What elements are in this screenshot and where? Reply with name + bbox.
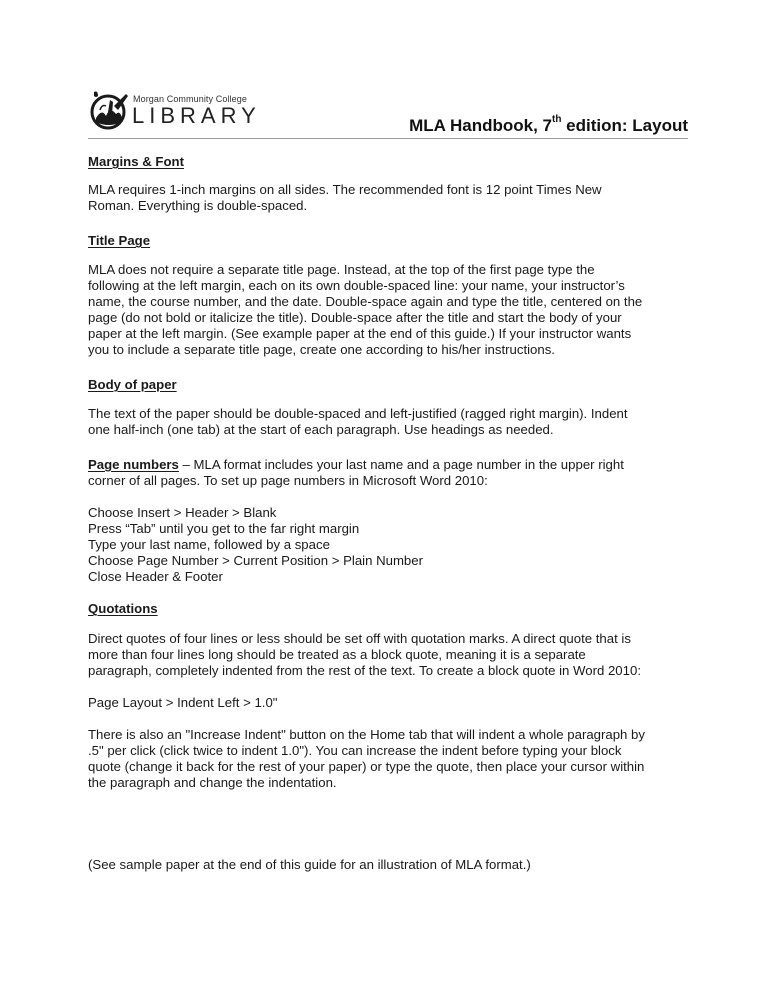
library-label: LIBRARY <box>132 103 261 128</box>
paragraph-line: corner of all pages. To set up page numbers in Microsoft Word 2010: <box>88 473 488 488</box>
paragraph-line: There is also an "Increase Indent" button on the Home tab that will indent a whole paragraph by <box>88 727 645 742</box>
title-superscript: th <box>552 114 562 126</box>
section-heading-title-page: Title Page <box>88 233 151 248</box>
section-heading-margins: Margins & Font <box>88 154 184 169</box>
paragraph-line: more than four lines long should be treated as a block quote, meaning it is a separate <box>88 647 586 662</box>
page-header <box>88 86 688 138</box>
page-title <box>409 116 688 136</box>
paragraph-line: MLA does not require a separate title page. Instead, at the top of the first page type the <box>88 262 595 277</box>
paragraph-line: MLA requires 1-inch margins on all sides. The recommended font is 12 point Times New <box>88 182 602 197</box>
library-emblem-icon <box>88 88 132 130</box>
paragraph-line: paper at the left margin. (See example paper at the end of this guide.) If your instructor wants <box>88 326 632 341</box>
steps-list <box>88 505 688 585</box>
step-item: Close Header & Footer <box>88 569 223 584</box>
paragraph-line: the paragraph and change the indentation. <box>88 775 337 790</box>
header-divider <box>88 138 688 139</box>
step-item: Press “Tab” until you get to the far right margin <box>88 521 360 536</box>
section-heading-page-numbers: Page numbers <box>88 457 179 472</box>
paragraph-line: following at the left margin, each on its own double-spaced line: your name, your instructor’s <box>88 278 625 293</box>
library-logo <box>88 86 261 132</box>
paragraph-line: Roman. Everything is double-spaced. <box>88 198 308 213</box>
paragraph-line: paragraph, completely indented from the rest of the text. To create a block quote in Word 2010: <box>88 663 641 678</box>
step-item: Choose Page Number > Current Position > Plain Number <box>88 553 423 568</box>
paragraph-line: you to include a separate title page, create one according to his/her instructions. <box>88 342 555 357</box>
document-body <box>88 154 688 873</box>
section-heading-body: Body of paper <box>88 377 177 392</box>
paragraph-line: page (do not bold or italicize the title). Double-space after the title and start the body of your <box>88 310 622 325</box>
paragraph-line: The text of the paper should be double-spaced and left-justified (ragged right margin). Indent <box>88 406 628 421</box>
step-item: Type your last name, followed by a space <box>88 537 330 552</box>
paragraph-line: Direct quotes of four lines or less should be set off with quotation marks. A direct quote that is <box>88 631 631 646</box>
instruction-line: Page Layout > Indent Left > 1.0" <box>88 695 278 710</box>
section-heading-quotations: Quotations <box>88 601 158 616</box>
step-item: Choose Insert > Header > Blank <box>88 505 277 520</box>
title-prefix: MLA Handbook, 7 <box>409 116 552 135</box>
college-name: Morgan Community College <box>133 94 247 104</box>
title-suffix: edition: Layout <box>561 116 688 135</box>
page-numbers-paragraph <box>88 457 688 473</box>
paragraph-line: one half-inch (one tab) at the start of each paragraph. Use headings as needed. <box>88 422 554 437</box>
paragraph-line: name, the course number, and the date. Double-space again and type the title, centered on the <box>88 294 643 309</box>
paragraph-line: quote (change it back for the rest of your paper) or type the quote, then place your cursor within <box>88 759 645 774</box>
footer-note: (See sample paper at the end of this guide for an illustration of MLA format.) <box>88 857 531 872</box>
paragraph-line: .5" per click (click twice to indent 1.0"). You can increase the indent before typing your block <box>88 743 622 758</box>
paragraph-text: – MLA format includes your last name and a page number in the upper right <box>178 457 624 472</box>
